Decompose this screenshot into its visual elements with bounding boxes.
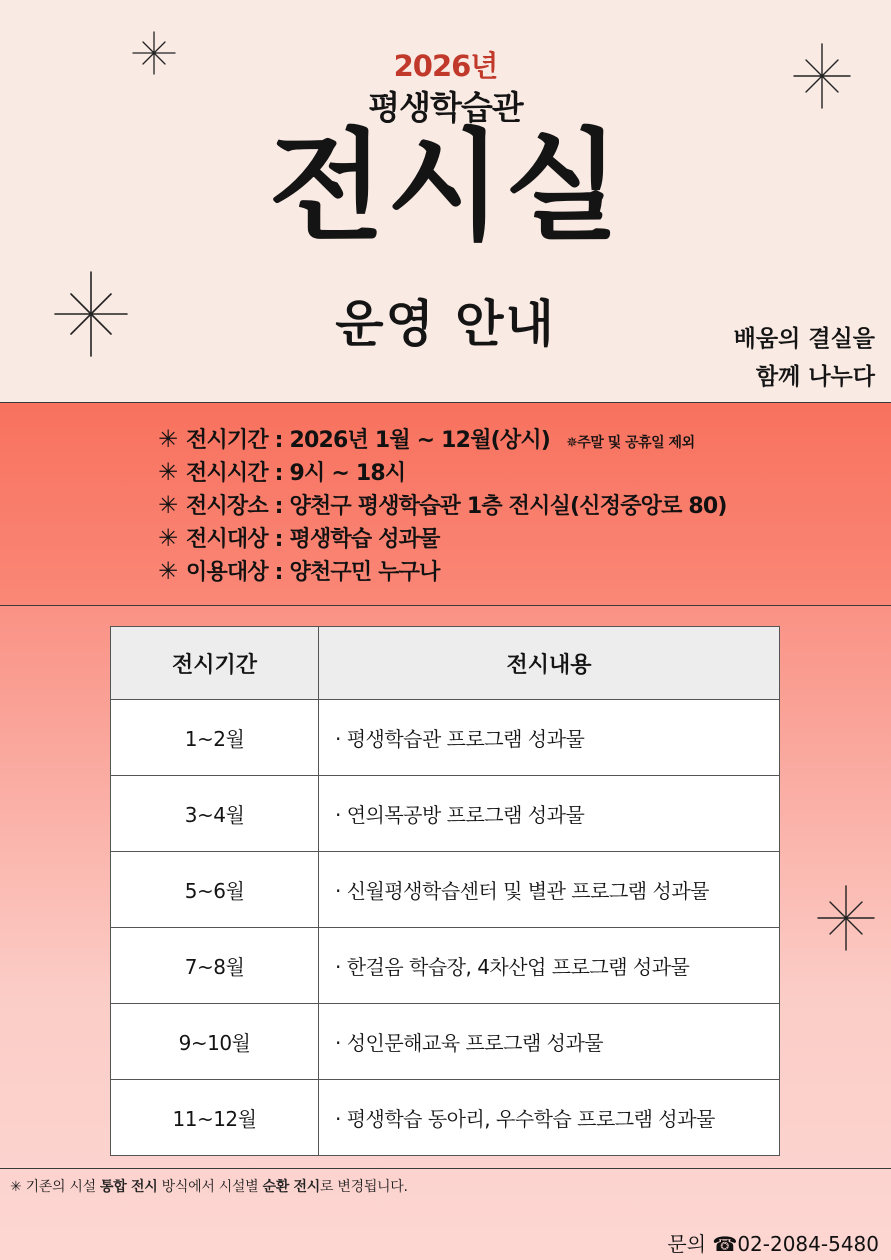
footnote-text: 기존의 시설 [21, 1179, 101, 1195]
asterisk-icon: ✳ [158, 425, 178, 453]
period-cell: 7~8월 [111, 928, 319, 1004]
contact-info [667, 1228, 879, 1257]
info-item [158, 555, 727, 588]
column-header-content: 전시내용 [319, 627, 780, 700]
contact-label: 문의 [667, 1232, 707, 1256]
info-item [158, 456, 727, 489]
table-row [111, 852, 780, 928]
slogan [734, 320, 875, 396]
period-cell: 5~6월 [111, 852, 319, 928]
info-text: 전시장소 : 양천구 평생학습관 1층 전시실(신정중앙로 80) [186, 494, 727, 519]
asterisk-icon: ✳ [158, 458, 178, 486]
footnote-bold: 순환 전시 [262, 1179, 321, 1195]
info-list [158, 423, 727, 588]
info-note: ✵주말 및 공휴일 제외 [566, 435, 695, 451]
content-cell: · 한걸음 학습장, 4차산업 프로그램 성과물 [319, 928, 780, 1004]
info-text: 이용대상 : 양천구민 누구나 [186, 560, 440, 585]
asterisk-icon: ✳ [158, 557, 178, 585]
phone-number[interactable]: 02-2084-5480 [737, 1232, 879, 1256]
slogan-line: 배움의 결실을 [733, 326, 875, 352]
info-text: 전시기간 : 2026년 1월 ~ 12월(상시) [186, 428, 551, 453]
sparkle-icon [816, 884, 876, 952]
table-row [111, 1080, 780, 1156]
table-row [111, 700, 780, 776]
headline: 운영 안내 [335, 295, 556, 353]
content-cell: · 평생학습 동아리, 우수학습 프로그램 성과물 [319, 1080, 780, 1156]
page-title: 전시실 [268, 118, 623, 257]
footnote-text: 방식에서 시설별 [157, 1179, 263, 1195]
year-label: 2026년 [393, 49, 498, 83]
table-row [111, 928, 780, 1004]
table-row [111, 1004, 780, 1080]
content-cell: · 성인문해교육 프로그램 성과물 [319, 1004, 780, 1080]
table-header-row [111, 627, 780, 700]
info-item [158, 522, 727, 555]
period-cell: 3~4월 [111, 776, 319, 852]
period-cell: 11~12월 [111, 1080, 319, 1156]
content-cell: · 연의목공방 프로그램 성과물 [319, 776, 780, 852]
info-item [158, 423, 727, 456]
info-text: 전시대상 : 평생학습 성과물 [186, 527, 440, 552]
content-cell: · 평생학습관 프로그램 성과물 [319, 700, 780, 776]
column-header-period: 전시기간 [111, 627, 319, 700]
asterisk-icon: ✳ [158, 491, 178, 519]
asterisk-icon: ✳ [10, 1179, 22, 1195]
footnote-text: 로 변경됩니다. [320, 1179, 408, 1195]
slogan-line: 함께 나누다 [755, 364, 875, 390]
period-cell: 1~2월 [111, 700, 319, 776]
asterisk-icon: ✳ [158, 524, 178, 552]
divider-top [0, 402, 891, 403]
phone-icon: ☎ [712, 1232, 738, 1256]
schedule-table [110, 626, 780, 1156]
divider-footer [0, 1168, 891, 1169]
info-item [158, 489, 727, 522]
footnote-bold: 통합 전시 [100, 1179, 158, 1195]
table-row [111, 776, 780, 852]
subtitle: 평생학습관 [368, 88, 523, 127]
info-text: 전시시간 : 9시 ~ 18시 [186, 461, 406, 486]
period-cell: 9~10월 [111, 1004, 319, 1080]
content-cell: · 신월평생학습센터 및 별관 프로그램 성과물 [319, 852, 780, 928]
footnote [10, 1176, 408, 1196]
